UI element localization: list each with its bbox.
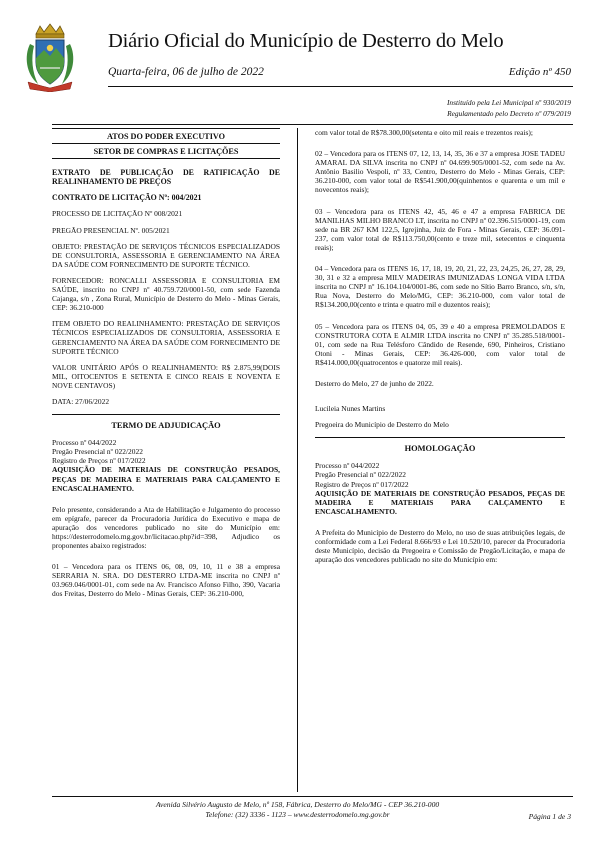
publication-date: DATA: 27/06/2022 xyxy=(52,396,110,406)
coat-of-arms-graphic xyxy=(22,22,78,92)
section-title-executive: ATOS DO PODER EXECUTIVO xyxy=(52,128,280,143)
winner-03: 03 – Vencedora para os ITENS 42, 45, 46 e 47 a empresa FABRICA DE MANILHAS MILHO BRANCO LT, inscrita no CNPJ nº 02.396.515/0001-19, com sede na BR 267 KM 122,5, Igrejinha, Juiz de Fora - Minas Gerais, CEP: 36.091-237, com valor total de R$113.750,00(cento e treze mil, setecentos e cinquenta reais); xyxy=(315,206,565,252)
contract-object: OBJETO: PRESTAÇÃO DE SERVIÇOS TÉCNICOS ESPECIALIZADOS DE CONSULTORIA, ASSESSORIA E GERENCIAMENTO NA ÁREA DA SAÚDE COM FORNECIMENTO DE SUPORTE TÉCNICO. xyxy=(52,241,280,269)
adjudication-object: AQUISIÇÃO DE MATERIAIS DE CONSTRUÇÃO PESADOS, PEÇAS DE MADEIRA E MATERIAIS PARA CALÇAMENTO E ENCASCALHAMENTO. xyxy=(52,465,280,493)
extract-title: EXTRATO DE PUBLICAÇÃO DE RATIFICAÇÃO DE REALINHAMENTO DE PREÇOS xyxy=(52,168,280,187)
newspaper-title: Diário Oficial do Município de Desterro do Melo xyxy=(108,30,504,52)
adjudication-registry: Registro de Preços nº 017/2022 xyxy=(52,456,146,466)
adjudication-process: Processo nº 044/2022 xyxy=(52,438,117,448)
winner-01: 01 – Vencedora para os ITENS 06, 08, 09, 10, 11 e 38 a empresa SERRARIA N. SRA. DO DESTERRO LTDA-ME inscrita no CNPJ nº 03.969.046/0001-01, com sede na Av. Francisco Afonso Filho, 390, Vacaria dos Freitas, Desterro do Melo - Minas Gerais, CEP: 36.210-000, xyxy=(52,562,280,599)
institution-note xyxy=(447,97,571,119)
section-title-purchasing: SETOR DE COMPRAS E LICITAÇÕES xyxy=(52,143,280,159)
realignment-item: ITEM OBJETO DO REALINHAMENTO: PRESTAÇÃO DE SERVIÇOS TÉCNICOS ESPECIALIZADOS DE CONSULTORIA, ASSESSORIA E GERENCIAMENTO NA ÁREA DA SAÚDE COM FORNECIMENTO DE SUPORTE TÉCNICO xyxy=(52,319,280,356)
institution-decree: Regulamentado pelo Decreto nº 079/2019 xyxy=(447,109,571,118)
left-column xyxy=(52,128,280,606)
divider xyxy=(52,414,280,415)
homologation-object: AQUISIÇÃO DE MATERIAIS DE CONSTRUÇÃO PESADOS, PEÇAS DE MADEIRA E MATERIAIS PARA CALÇAMENTO E ENCASCALHAMENTO. xyxy=(315,488,565,516)
winner-02: 02 – Vencedora para os ITENS 07, 12, 13, 14, 35, 36 e 37 a empresa JOSE TADEU AMARAL DA SILVA inscrita no CNPJ nº 04.699.905/0001-52, com sede na Av. Antônio Basilio Vespoli, nº 33, Centro, Desterro do Melo - Minas Gerais, CEP: 36.210-000, com valor total de R$541.900,00(quinhentos e quarenta e um mil e novecentos reais); xyxy=(315,149,565,195)
footer-address: Avenida Silvério Augusto de Melo, nº 158, Fábrica, Desterro do Melo/MG - CEP 36.210-000 xyxy=(155,800,440,809)
process-number: PROCESSO DE LICITAÇÃO Nº 008/2021 xyxy=(52,209,183,219)
content-top-rule xyxy=(52,124,573,125)
homologation-text: A Prefeita do Município de Desterro do Melo, no uso de suas atribuições legais, de conformidade com a Lei Federal 8.666/93 e Lei 10.520/10, parecer da Procuradoria deste Município, decisão da Pregoeira e Comissão de Pregão/Licitação, e mapa de apuração dos vencedores publicado no site do Município em: xyxy=(315,527,565,565)
unit-value: VALOR UNITÁRIO APÓS O REALINHAMENTO: R$ 2.875,99(DOIS MIL, OITOCENTOS E SETENTA E CINCO REAIS E NOVENTA E NOVE CENTAVOS) xyxy=(52,362,280,390)
homologation-process: Processo nº 044/2022 xyxy=(315,461,380,471)
municipal-coat-of-arms-icon xyxy=(22,22,78,92)
adjudication-text: Pelo presente, considerando a Ata de Habilitação e Julgamento do processo em epígrafe, parecer da Procuradoria Jurídica do Executivo e mapa de apuração dos vencedores publicado no site do Município em: https://desterrodomelo.mg.gov.br/licitacao.php?id=398, Adjudico os proponentes abaixo registrados: xyxy=(52,504,280,551)
homologation-auction: Pregão Presencial nº 022/2022 xyxy=(315,470,406,480)
adjudication-auction: Pregão Presencial nº 022/2022 xyxy=(52,447,143,457)
institution-law: Instituído pela Lei Municipal nº 930/2019 xyxy=(446,98,571,107)
right-column xyxy=(315,128,565,571)
homologation-title: HOMOLOGAÇÃO xyxy=(404,444,476,454)
divider xyxy=(315,437,565,438)
page-number: Página 1 de 3 xyxy=(528,812,571,821)
masthead-rule xyxy=(108,86,573,87)
column-divider xyxy=(297,128,298,792)
signatory-role: Pregoeira do Município de Desterro do Melo xyxy=(315,420,449,430)
supplier-info: FORNECEDOR: RONCALLI ASSESSORIA E CONSULTORIA EM SAÚDE, inscrito no CNPJ nº 40.759.720/0001-50, com sede Fazenda Cajanga, s/n , Zona Rural, Município de Desterro do Melo - Minas Gerais, CEP: 36.210-000 xyxy=(52,275,280,313)
contract-title: CONTRATO DE LICITAÇÃO Nº: 004/2021 xyxy=(52,193,202,203)
homologation-registry: Registro de Preços nº 017/2022 xyxy=(315,479,409,489)
adjudication-title: TERMO DE ADJUDICAÇÃO xyxy=(111,421,221,431)
auction-number: PREGÃO PRESENCIAL Nº. 005/2021 xyxy=(52,225,170,235)
winner-05: 05 – Vencedora para os ITENS 04, 05, 39 e 40 a empresa PREMOLDADOS E CONSTRUTORA COTA E ALMIR LTDA inscrita no CNPJ nº 35.285.518/0001-01, com sede na Rua Telésforo Cândido de Resende, 690, Pinheiros, Cristiano Otoni - Minas Gerais, CEP: 36.426-000, com valor total de R$414.000,00(quatrocentos e quatorze mil reais). xyxy=(315,321,565,367)
winner-01-continuation: com valor total de R$78.300,00(setenta e oito mil reais e trezentos reais); xyxy=(315,128,533,137)
edition-number: Edição nº 450 xyxy=(508,66,571,78)
footer-rule xyxy=(52,796,573,797)
signatory-name: Lucileia Nunes Martins xyxy=(315,404,386,414)
winner-04: 04 – Vencedora para os ITENS 16, 17, 18, 19, 20, 21, 22, 23, 24,25, 26, 27, 28, 29, 30, 31 e 32 a empresa MILV MADEIRAS IMUNIZADAS LONGA VIDA LTDA inscrita no CNPJ nº 16.104.104/0001-86, com sede no Sítio Barro Branco, s/n, s/n, Rua Nova, Desterro do Melo/MG, CEP: 36.210-000, com valor total de R$134.200,00(cento e trinta e quatro mil e duzentos reais); xyxy=(315,264,565,310)
footer-contact: Telefone: (32) 3336 - 1123 – www.desterrodomelo.mg.gov.br xyxy=(205,810,390,819)
issue-date: Quarta-feira, 06 de julho de 2022 xyxy=(108,66,264,78)
place-and-date: Desterro do Melo, 27 de junho de 2022. xyxy=(315,378,434,388)
